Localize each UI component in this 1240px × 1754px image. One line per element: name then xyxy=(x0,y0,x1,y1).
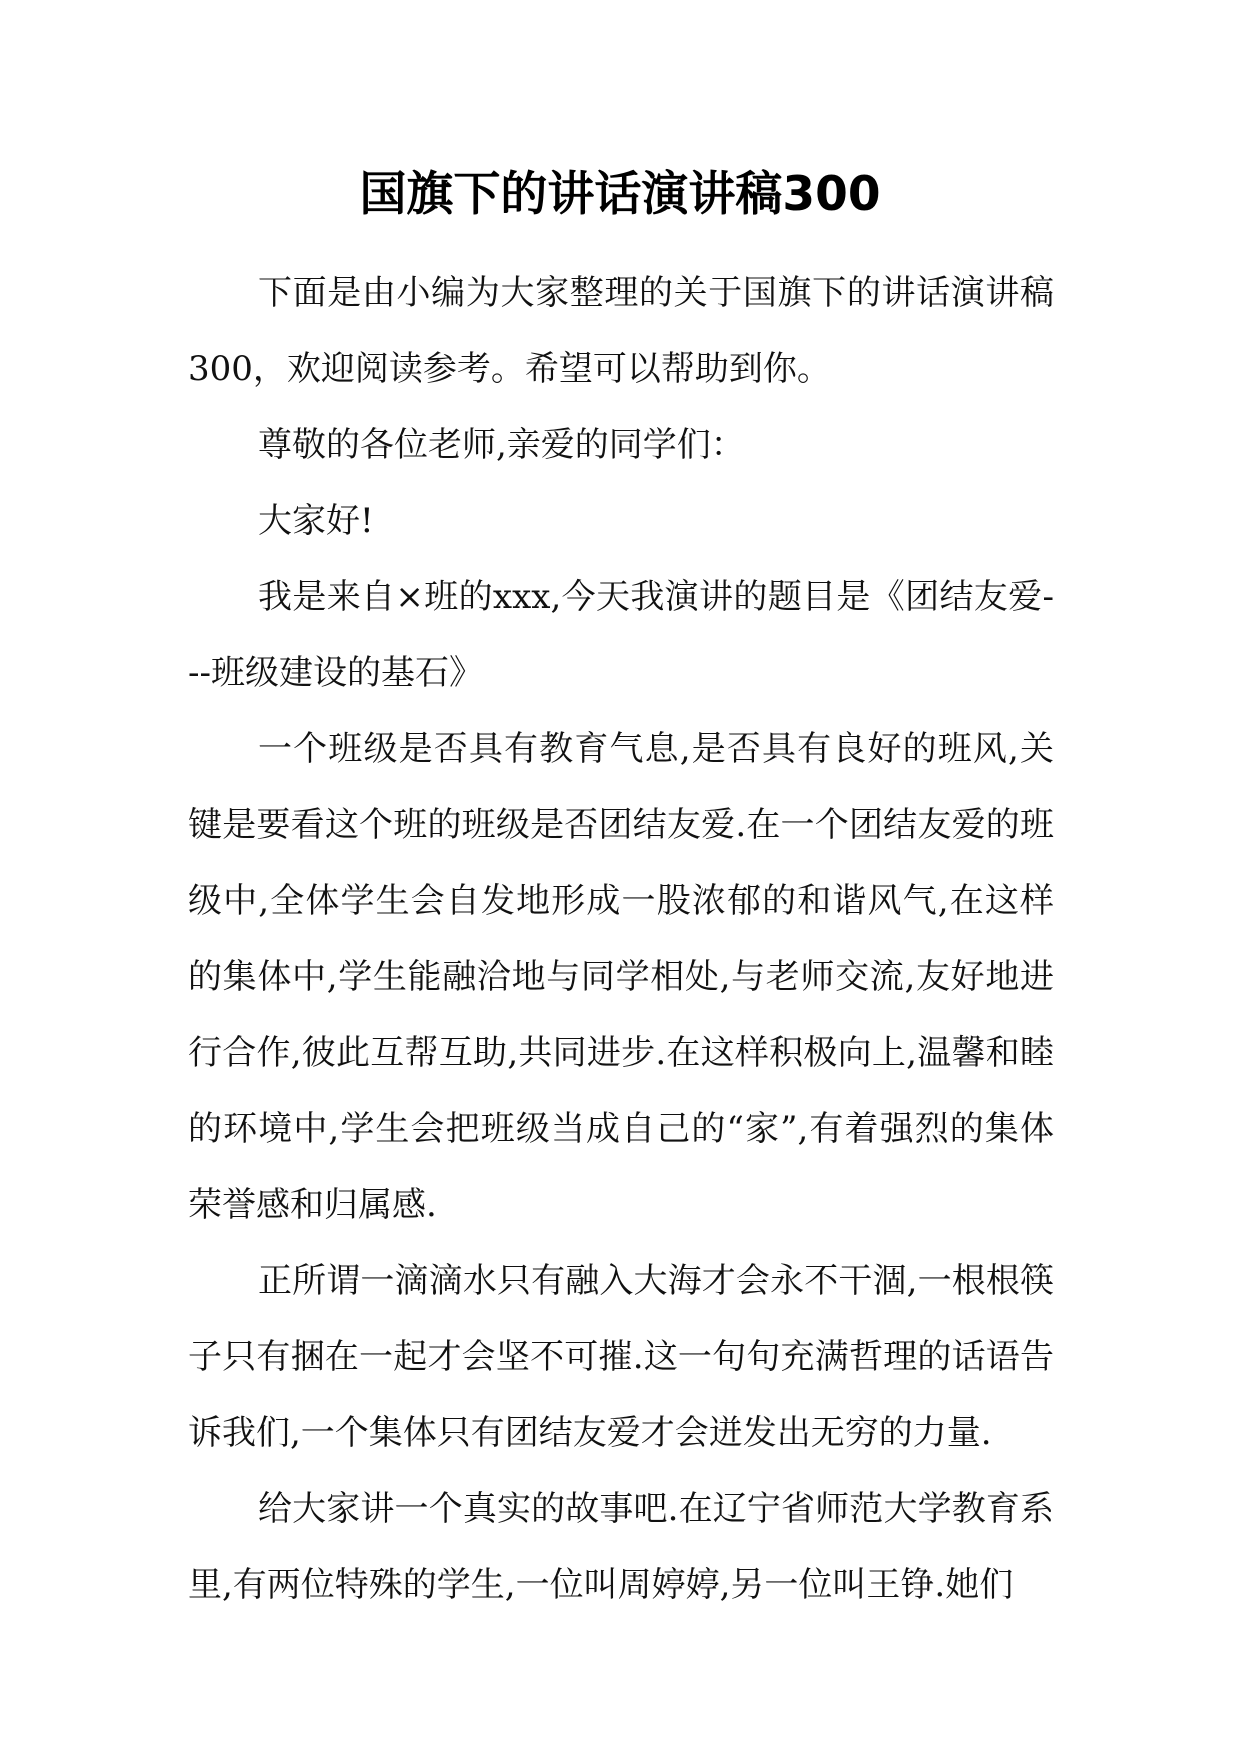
paragraph-salutation: 尊敬的各位老师,亲爱的同学们： xyxy=(258,425,745,465)
paragraph-greeting: 大家好! xyxy=(258,501,374,541)
paragraph-proverb: 正所谓一滴滴水只有融入大海才会永不干涸,一根根筷子只有捆在一起才会坚不可摧.这一句句充满哲理的话语告诉我们,一个集体只有团结友爱才会迸发出无穷的力量. xyxy=(188,1261,1054,1453)
paragraph-intro: 下面是由小编为大家整理的关于国旗下的讲话演讲稿300，欢迎阅读参考。希望可以帮助到你。 xyxy=(188,273,1054,389)
paragraph-class-unity: 一个班级是否具有教育气息,是否具有良好的班风,关键是要看这个班的班级是否团结友爱.在一个团结友爱的班级中,全体学生会自发地形成一股浓郁的和谐风气,在这样的集体中,学生能融洽地与同学相处,与老师交流,友好地进行合作,彼此互帮互助,共同进步.在这样积极向上,温馨和睦的环境中,学生会把班级当成自己的“家”,有着强烈的集体荣誉感和归属感. xyxy=(188,729,1054,1225)
document-title: 国旗下的讲话演讲稿300 xyxy=(359,167,881,222)
document-body xyxy=(188,255,1054,1623)
paragraph-topic: 我是来自×班的xxx,今天我演讲的题目是《团结友爱---班级建设的基石》 xyxy=(188,577,1054,693)
paragraph-story: 给大家讲一个真实的故事吧.在辽宁省师范大学教育系里,有两位特殊的学生,一位叫周婷婷,另一位叫王铮.她们 xyxy=(188,1489,1054,1605)
